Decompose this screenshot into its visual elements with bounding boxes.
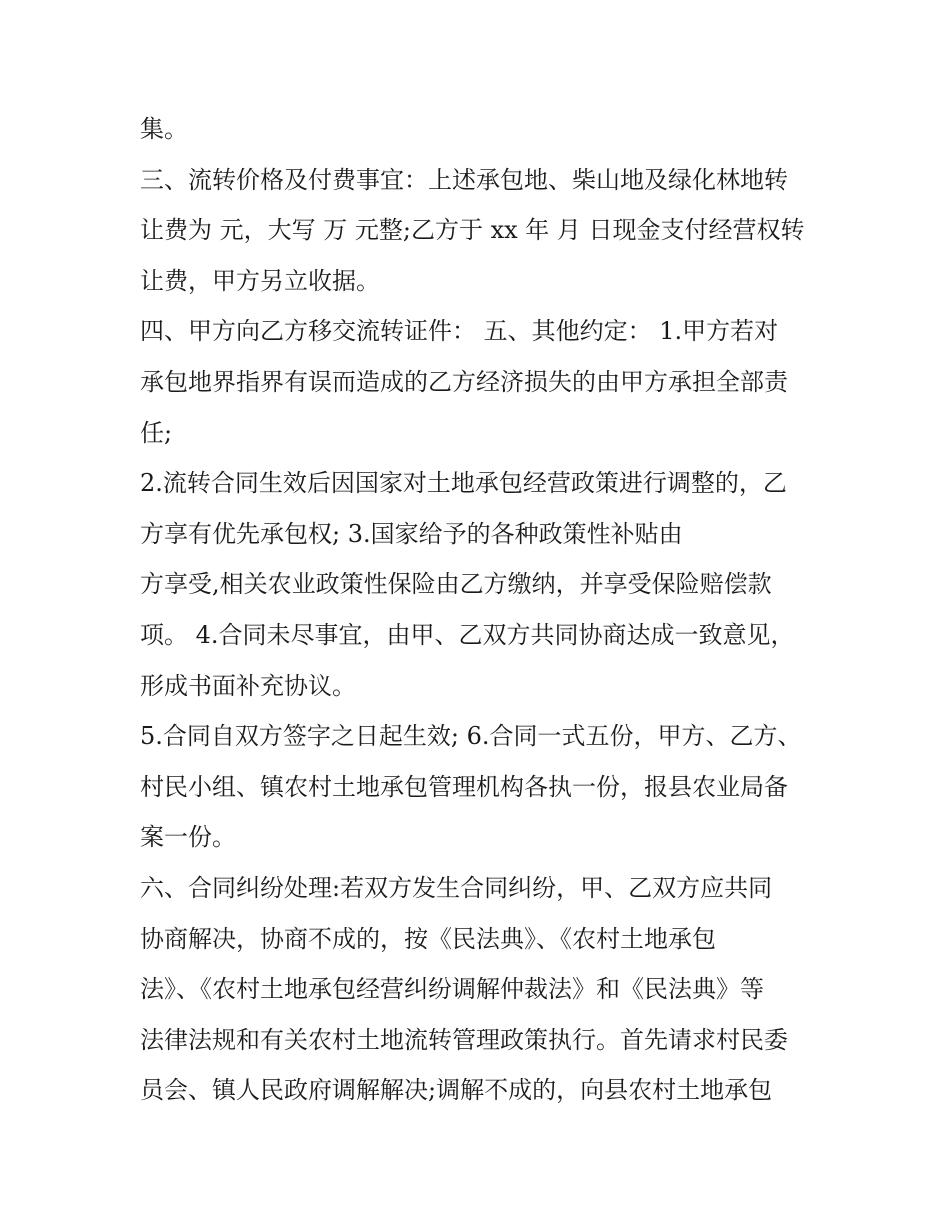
text-line: 形成书面补充协议。 bbox=[140, 671, 356, 700]
text-line: 案一份。 bbox=[140, 823, 236, 852]
text-line: 村民小组、镇农村土地承包管理机构各执一份，报县农业局备 bbox=[140, 772, 788, 801]
contract-body-text bbox=[140, 104, 820, 1116]
text-line: 2.流转合同生效后因国家对土地承包经营政策进行调整的，乙 bbox=[140, 469, 787, 498]
text-line: 协商解决，协商不成的，按《民法典》、《农村土地承包 bbox=[140, 924, 716, 953]
text-line: 三、流转价格及付费事宜：上述承包地、柴山地及绿化林地转 bbox=[140, 165, 788, 194]
text-line: 法律法规和有关农村土地流转管理政策执行。首先请求村民委 bbox=[140, 1025, 788, 1054]
text-line: 员会、镇人民政府调解解决;调解不成的，向县农村土地承包 bbox=[140, 1076, 773, 1105]
text-line: 方享有优先承包权; 3.国家给予的各种政策性补贴由 bbox=[140, 519, 683, 548]
text-line: 承包地界指界有误而造成的乙方经济损失的由甲方承担全部责 bbox=[140, 367, 788, 396]
text-line: 任; bbox=[140, 418, 173, 447]
text-line: 六、合同纠纷处理:若双方发生合同纠纷，甲、乙双方应共同 bbox=[140, 873, 773, 902]
text-line: 集。 bbox=[140, 115, 188, 143]
text-line: 四、甲方向乙方移交流转证件： 五、其他约定： 1.甲方若对 bbox=[140, 317, 779, 346]
text-line: 法》、《农村土地承包经营纠纷调解仲裁法》和《民法典》等 bbox=[140, 975, 764, 1004]
text-line: 方享受,相关农业政策性保险由乙方缴纳，并享受保险赔偿款 bbox=[140, 570, 772, 599]
text-line: 项。 4.合同未尽事宜，由甲、乙双方共同协商达成一致意见， bbox=[140, 620, 795, 649]
text-line: 让费，甲方另立收据。 bbox=[140, 266, 380, 295]
text-line: 让费为 元，大写 万 元整;乙方于 xx 年 月 日现金支付经营权转 bbox=[140, 216, 805, 245]
text-line: 5.合同自双方签字之日起生效; 6.合同一式五份，甲方、乙方、 bbox=[140, 722, 802, 751]
